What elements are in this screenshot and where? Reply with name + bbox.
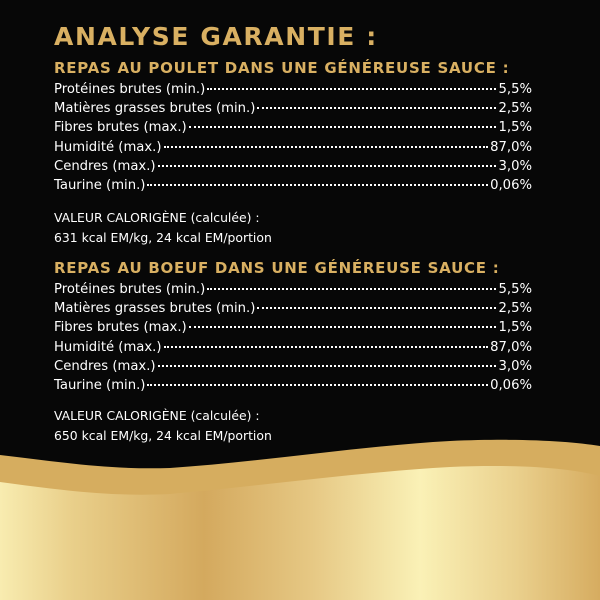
nutrient-value: 3,0% (498, 358, 532, 374)
nutrient-label: Protéines brutes (min.) (54, 282, 206, 297)
dot-leader (147, 184, 488, 186)
calorie-label-beef: VALEUR CALORIGÈNE (calculée) : (54, 408, 260, 423)
nutrient-row-fat (54, 299, 532, 318)
nutrient-label: Taurine (min.) (54, 177, 146, 193)
nutrient-value: 87,0% (490, 339, 532, 355)
nutrient-row-protein (54, 80, 532, 99)
nutrient-label: Cendres (max.) (54, 358, 156, 374)
nutrient-row-ash (54, 357, 532, 376)
nutrient-row-fiber (54, 318, 532, 337)
nutrient-row-moisture (54, 138, 532, 157)
nutrient-value: 0,06% (490, 177, 532, 193)
page-title: ANALYSE GARANTIE : (54, 22, 378, 51)
nutrient-label: Matières grasses brutes (min.) (54, 301, 256, 317)
nutrient-label: Fibres brutes (max.) (54, 320, 187, 336)
dot-leader (158, 365, 497, 367)
calorie-label-chicken: VALEUR CALORIGÈNE (calculée) : (54, 210, 260, 225)
nutrient-row-taurine (54, 176, 532, 195)
nutrient-table-beef (54, 280, 532, 395)
calorie-value-beef: 650 kcal EM/kg, 24 kcal EM/portion (54, 428, 272, 443)
nutrient-label: Taurine (min.) (54, 377, 146, 393)
dot-leader (164, 346, 489, 348)
dot-leader (189, 326, 497, 328)
dot-leader (257, 107, 496, 109)
calorie-value-chicken: 631 kcal EM/kg, 24 kcal EM/portion (54, 230, 272, 245)
nutrient-value: 5,5% (498, 82, 532, 97)
dot-leader (189, 126, 497, 128)
nutrient-label: Protéines brutes (min.) (54, 82, 206, 97)
section-heading-beef: REPAS AU BOEUF DANS UNE GÉNÉREUSE SAUCE : (54, 259, 500, 277)
nutrient-value: 3,0% (498, 158, 532, 174)
nutrient-table-chicken (54, 80, 532, 195)
nutrient-label: Cendres (max.) (54, 158, 156, 174)
nutrient-row-moisture (54, 338, 532, 357)
nutrient-value: 87,0% (490, 139, 532, 155)
nutrient-value: 1,5% (498, 320, 532, 336)
nutrient-value: 2,5% (498, 301, 532, 317)
nutrient-row-fiber (54, 118, 532, 137)
dot-leader (207, 88, 496, 90)
dot-leader (164, 146, 489, 148)
nutrient-row-protein (54, 280, 532, 299)
nutrient-value: 2,5% (498, 101, 532, 117)
section-heading-chicken: REPAS AU POULET DANS UNE GÉNÉREUSE SAUCE : (54, 59, 510, 77)
nutrient-row-ash (54, 157, 532, 176)
nutrient-label: Humidité (max.) (54, 339, 162, 355)
nutrient-label: Humidité (max.) (54, 139, 162, 155)
nutrient-value: 5,5% (498, 282, 532, 297)
nutrient-row-taurine (54, 376, 532, 395)
dot-leader (158, 165, 497, 167)
nutrient-row-fat (54, 99, 532, 118)
dot-leader (147, 384, 488, 386)
nutrient-label: Fibres brutes (max.) (54, 120, 187, 136)
dot-leader (257, 307, 496, 309)
nutrient-value: 0,06% (490, 377, 532, 393)
dot-leader (207, 288, 496, 290)
nutrient-value: 1,5% (498, 120, 532, 136)
nutrient-label: Matières grasses brutes (min.) (54, 101, 256, 117)
